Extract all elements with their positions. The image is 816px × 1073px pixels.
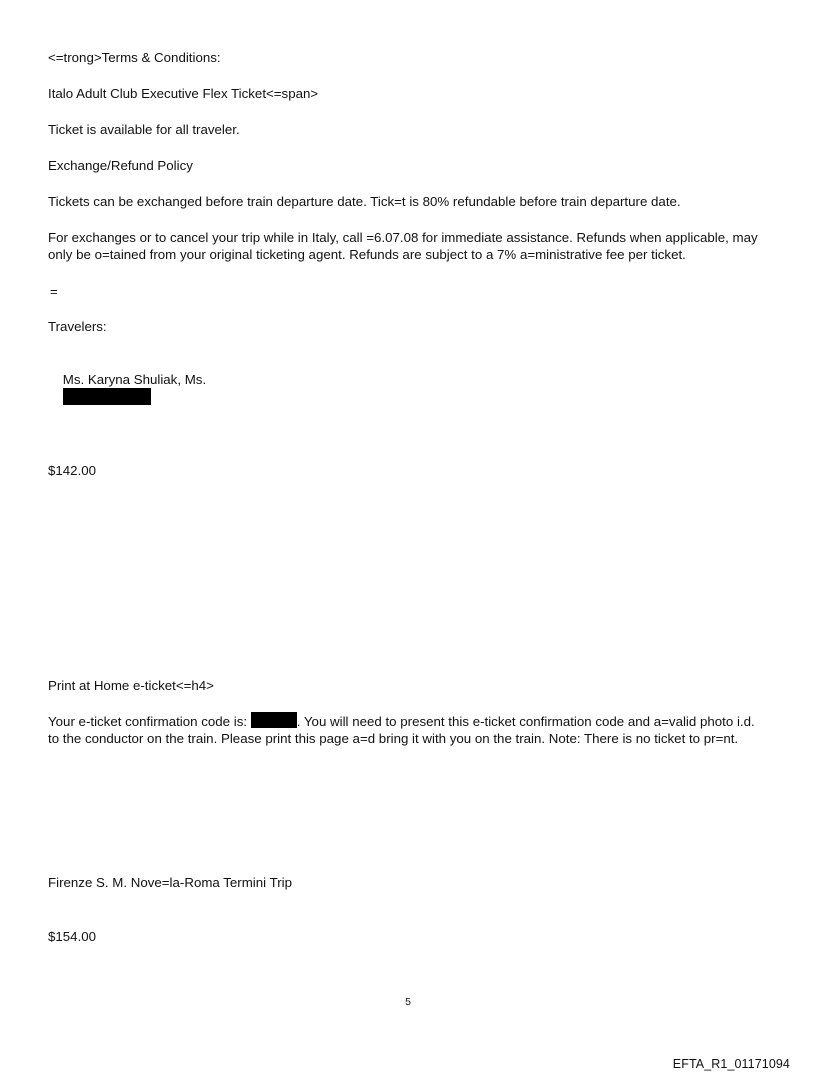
ticket-name: Italo Adult Club Executive Flex Ticket<=span>	[48, 86, 319, 101]
terms-heading: <=trong>Terms & Conditions:	[48, 50, 221, 65]
policy-text: Tickets can be exchanged before train departure date. Tick=t is 80% refundable before train departure date.	[48, 194, 681, 209]
availability-text: Ticket is available for all traveler.	[48, 122, 240, 137]
travelers-names: Ms. Karyna Shuliak, Ms.	[62, 372, 207, 387]
travelers-line	[48, 354, 764, 424]
travelers-label: Travelers:	[48, 319, 107, 334]
eticket-paragraph	[48, 712, 764, 747]
eticket-text-after: . You will need to present this e-ticket confirmation code and a=valid photo i.d. to the conductor on the train. Please print this page a=d bring it with you on the train. Note: There is no ticket to pr=nt.	[48, 714, 759, 746]
equals-line: =	[50, 284, 58, 299]
confirmation-code-redaction	[251, 712, 297, 728]
page-number: 5	[405, 996, 411, 1008]
eticket-text-before: Your e-ticket confirmation code is:	[48, 714, 248, 729]
redaction-box	[63, 388, 151, 405]
trip-name: Firenze S. M. Nove=la-Roma Termini Trip	[48, 875, 292, 890]
document-id: EFTA_R1_01171094	[672, 1057, 790, 1071]
price-2: $154.00	[48, 929, 97, 944]
price-1: $142.00	[48, 463, 97, 478]
eticket-heading: Print at Home e-ticket<=h4>	[48, 678, 214, 693]
exchange-text: For exchanges or to cancel your trip while in Italy, call =6.07.08 for immediate assistance. Refunds when applicable, may only be o=tained from your original ticketing agent. Refunds are subject to a 7% a=ministrative fee per ticket.	[48, 230, 762, 262]
policy-heading: Exchange/Refund Policy	[48, 158, 193, 173]
